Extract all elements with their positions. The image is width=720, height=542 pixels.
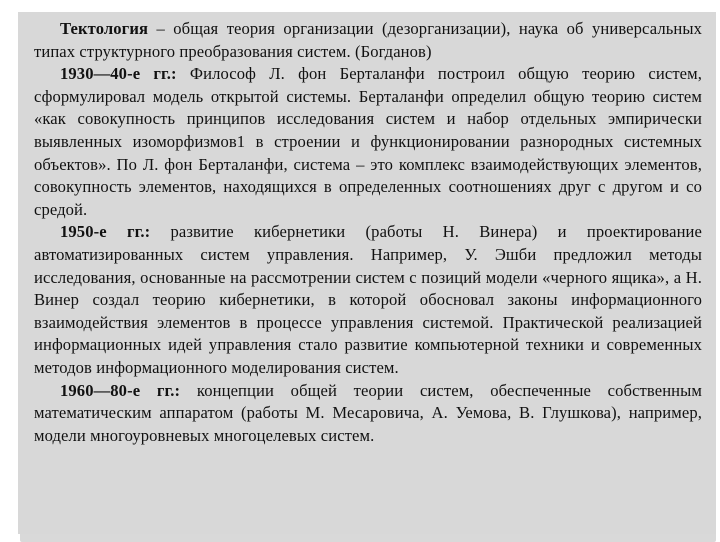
paragraph-tektology (34, 18, 702, 63)
paragraph-text: – общая теория организации (дезорганизации), наука об универсальных типах структурного преобразования систем. (Богданов) (34, 19, 702, 61)
paragraph-text: Философ Л. фон Берталанфи построил общую теорию систем, сформулировал модель открытой системы. Берталанфи определил общую теорию систем «как совокупность принципов исследования систем и набор отдельных эмпирически выявленных изоморфизмов1 в строении и функционировании разнородных системных объектов». По Л. фон Берталанфи, система – это комплекс взаимодействующих элементов, совокупность элементов, находящихся в определенных соотношениях друг с другом и со средой. (34, 64, 702, 219)
paragraph-1950s (34, 221, 702, 379)
paragraph-lead: 1950-е гг.: (60, 222, 151, 242)
paragraph-text: развитие кибернетики (работы Н. Винера) и проектирование автоматизированных систем управления. Например, У. Эшби предложил методы исследования, основанные на рассмотрении систем с позиций модели «черного ящика», а Н. Винер создал теорию кибернетики, в которой обосновал законы информационного взаимодействия элементов в процессе управления системой. Практической реализацией информационных идей управления стало развитие компьютерной техники и современных методов информационного моделирования систем. (34, 222, 702, 377)
paragraph-lead: 1930—40-е гг.: (60, 64, 177, 84)
slide (8, 8, 712, 532)
paragraph-1960s (34, 380, 702, 448)
paragraph-lead: Тектология (60, 19, 149, 38)
paragraph-text: концепции общей теории систем, обеспеченные собственным математическим аппаратом (работы М. Месаровича, А. Уемова, В. Глушкова), например, модели многоуровневых многоцелевых систем. (34, 380, 703, 445)
paragraph-1930s (34, 63, 702, 221)
paragraph-lead: 1960—80-е гг.: (60, 380, 181, 400)
text-panel (18, 12, 716, 534)
